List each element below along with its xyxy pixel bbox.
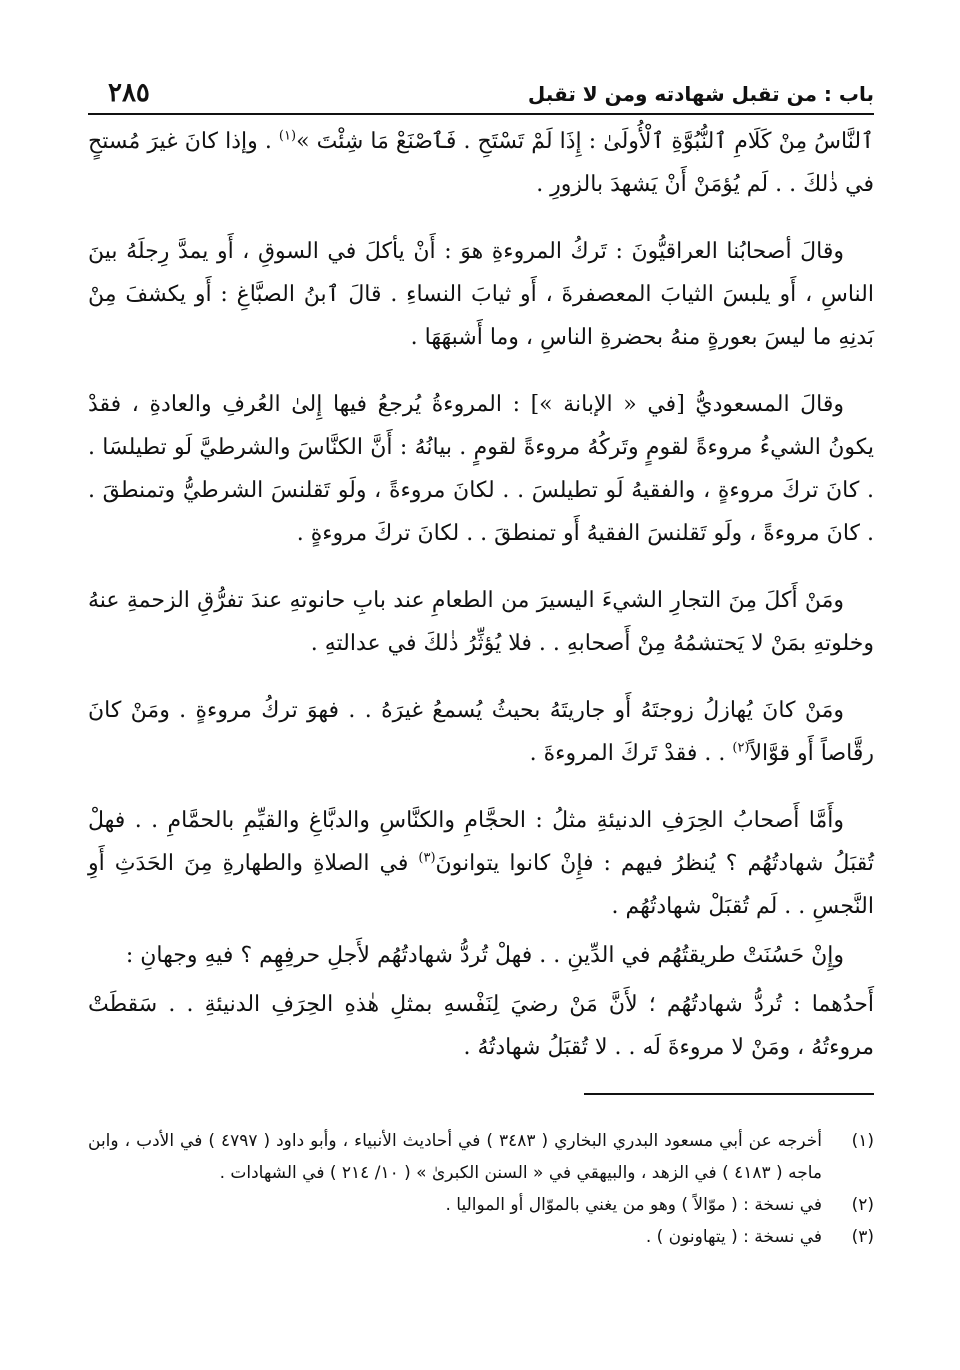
paragraph-4: ومَنْ أَكلَ مِنَ التجارِ الشيءَ اليسيرَ من الطعامِ عند بابِ حانوتهِ عندَ تفرُّقِ الزحمةِ عنهُ وخلوتهِ بمَنْ لا يَحتشمُهُ مِنْ أَصحابهِ . . فلا يُؤثِّرُ ذٰلكَ في عدالتهِ . bbox=[88, 588, 874, 656]
footnote-text: في نسخة : ( يتهاونون ) . bbox=[645, 1227, 822, 1247]
footnotes bbox=[88, 1125, 874, 1253]
footnote-text: أخرجه عن أبي مسعود البدري البخاري ( ٣٤٨٣ ) في أحاديث الأنبياء ، وأبو داود ( ٤٧٩٧ ) في الأدب ، وابن ماجه ( ٤١٨٣ ) في الزهد ، والبيهقي في « السنن الكبرىٰ » ( ١٠/ ٢١٤ ) في الشهادات . bbox=[88, 1131, 822, 1183]
paragraph-6 bbox=[88, 799, 874, 928]
footnote-ref-1: (١) bbox=[278, 128, 297, 144]
paragraph-5-text-a: ومَنْ كانَ يُهازلُ زوجتَهُ أَو جاريتَهُ بحيثُ يُسمعُ غيرَهُ . . فهوَ تركُ مروءةٍ . ومَنْ كانَ رقَّاصاً أَو قوَّالاً bbox=[88, 698, 874, 766]
paragraph-1-text-b: . وإذا كانَ غيرَ مُستحٍ في ذٰلكَ . . لَم يُؤمَنْ أَنْ يَشهدَ بالزورِ . bbox=[88, 129, 874, 197]
footnote-number: (٢) bbox=[851, 1195, 874, 1215]
paragraph-2: وقالَ أصحابُنا العراقيُّونَ : تَركُ المروءةِ هوَ : أَنْ يأكلَ في السوقِ ، أَو يمدَّ رِجلَهُ بينَ الناسِ ، أَو يلبسَ الثيابَ المعصفرةَ ، أَو ثيابَ النساءِ . قالَ ٱبنُ الصبَّاغِ : أَو يكشفَ مِنْ بَدنِهِ ما ليسَ بعورةٍ منهُ بحضرةِ الناسِ ، وما أَشبهَهَا . bbox=[88, 239, 874, 350]
main-text bbox=[88, 120, 874, 1093]
paragraph-1-text-a: ٱلنَّاسُ مِنْ كَلَامِ ٱلنُّبُوَّةِ ٱلْأُولَىٰ : إِذَا لَمْ تَسْتَحِ . فَٱصْنَعْ مَا شِئْتَ » bbox=[296, 129, 874, 154]
paragraph-6-text-b: في الصلاةِ والطهارةِ مِنَ الحَدَثِ أَوِ النَّجسِ . . لَم تُقبَلْ شهادتُهُم . bbox=[88, 851, 874, 919]
footnote-ref-2: (٢) bbox=[732, 740, 750, 756]
paragraph-5 bbox=[88, 689, 874, 775]
footnote-1 bbox=[88, 1125, 874, 1189]
paragraph-3: وقالَ المسعوديُّ [في « الإبانة »] : المروءةُ يُرجعُ فيها إِلىٰ العُرفِ والعادةِ ، فقدْ يكونُ الشيءُ مروءةً لقومٍ وتَركُهُ مروءةً لقومٍ . بيانُهُ : أَنَّ الكنَّاسَ والشرطيَّ لَو تطيلسَا . . كانَ تركَ مروءةٍ ، والفقيهُ لَو تطيلسَ . . لكانَ مروءةً ، ولَو تَقلنسَ الشرطيُّ وتمنطقَ . . كانَ مروءةً ، ولَو تَقلنسَ الفقيهُ أَو تمنطقَ . . لكانَ تركَ مروءةٍ . bbox=[88, 392, 874, 546]
footnote-3 bbox=[88, 1221, 874, 1253]
paragraph-5-text-b: . . فقدْ تَركَ المروءةَ . bbox=[529, 741, 733, 766]
footnote-text: في نسخة : ( موّالاً ) وهو من يغني بالموّال أو المواليا . bbox=[445, 1195, 822, 1215]
footnote-separator bbox=[584, 1093, 874, 1095]
header-rule bbox=[88, 113, 874, 115]
page-number: ٢٨٥ bbox=[108, 78, 150, 108]
paragraph-7: وإِنْ حَسُنَتْ طريقتُهُم في الدِّينِ . . فهلْ تُردُّ شهادتُهُم لأَجلِ حرفِهِم ؟ فيهِ وجهانِ : bbox=[125, 943, 844, 968]
footnote-number: (٣) bbox=[851, 1227, 874, 1247]
running-title: باب : من تقبل شهادته ومن لا تقبل bbox=[527, 82, 874, 106]
page-header bbox=[88, 78, 874, 112]
paragraph-1 bbox=[88, 120, 874, 206]
footnote-ref-3: (٣) bbox=[418, 850, 436, 866]
paragraph-8: أَحدُهما : تُردُّ شهادتُهُم ؛ لأَنَّ مَنْ رضيَ لِنَفْسهِ بمثلِ هٰذهِ الحِرَفِ الدنيئةِ . . سَقطَتْ مروءتُهُ ، ومَنْ لا مروءةَ لَه . . لا تُقبَلُ شهادتُهُ . bbox=[88, 992, 874, 1060]
footnote-2 bbox=[88, 1189, 874, 1221]
footnote-number: (١) bbox=[851, 1131, 874, 1151]
paragraph-6-text-a: وأَمَّا أَصحابُ الحِرَفِ الدنيئةِ مثلُ : الحجَّامِ والكنَّاسِ والدبَّاغِ والقيِّمِ بالحمَّامِ . . فهلْ تُقبَلُ شهادتُهُم ؟ يُنظرُ فيهم : فإِنْ كانوا يتوانونَ bbox=[88, 808, 874, 876]
